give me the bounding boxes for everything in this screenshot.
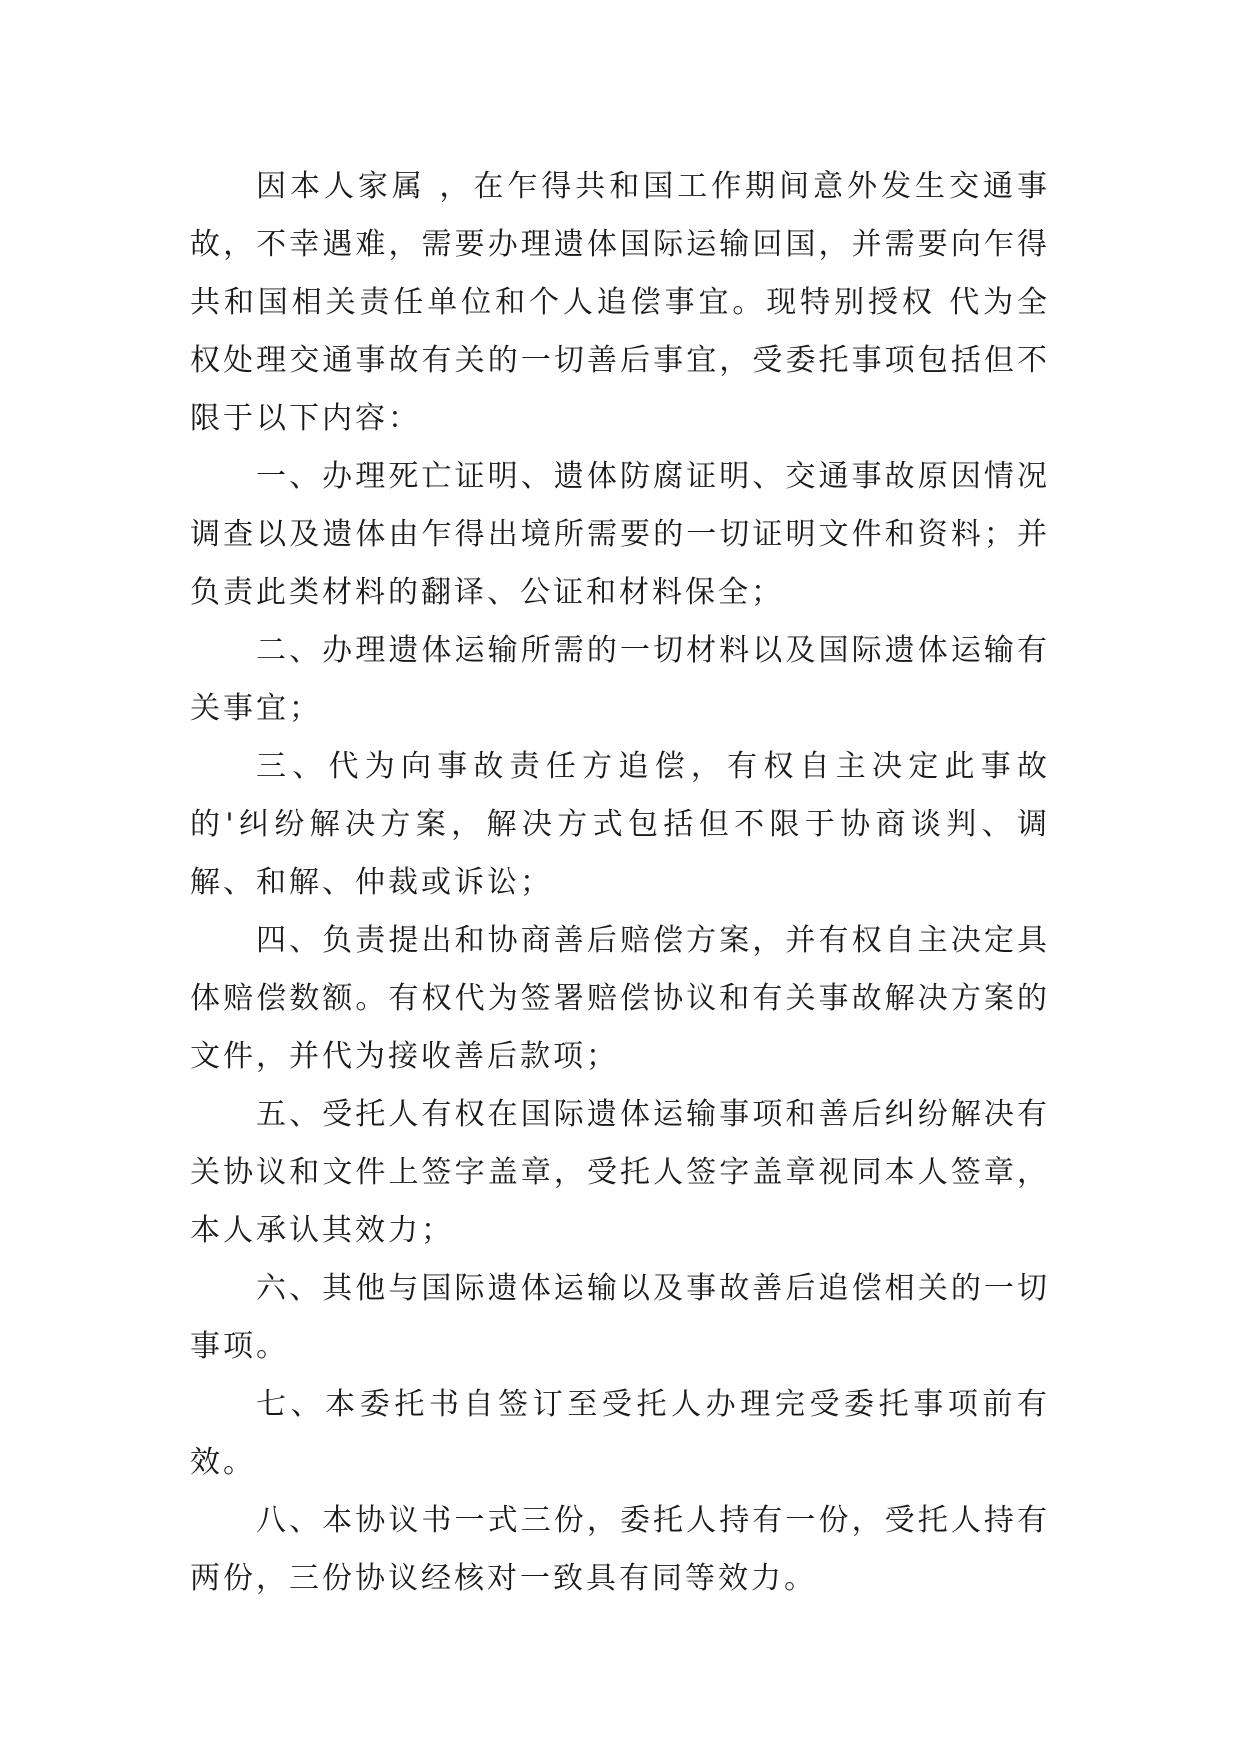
paragraph-item-2: 二、办理遗体运输所需的一切材料以及国际遗体运输有关事宜； — [190, 633, 1050, 726]
paragraph-item-3: 三、代为向事故责任方追偿，有权自主决定此事故的'纠纷解决方案，解决方式包括但不限于协商谈判、调解、和解、仲裁或诉讼； — [190, 749, 1050, 900]
paragraph-item-1: 一、办理死亡证明、遗体防腐证明、交通事故原因情况调查以及遗体由乍得出境所需要的一切证明文件和资料；并负责此类材料的翻译、公证和材料保全； — [190, 459, 1050, 610]
paragraph-item-6: 六、其他与国际遗体运输以及事故善后追偿相关的一切事项。 — [190, 1271, 1050, 1364]
document-body — [190, 158, 1050, 1608]
paragraph-intro: 因本人家属 ，在乍得共和国工作期间意外发生交通事故，不幸遇难，需要办理遗体国际运输回国，并需要向乍得共和国相关责任单位和个人追偿事宜。现特别授权 代为全权处理交通事故有关的一切善后事宜，受委托事项包括但不限于以下内容： — [190, 169, 1050, 436]
paragraph-item-5: 五、受托人有权在国际遗体运输事项和善后纠纷解决有关协议和文件上签字盖章，受托人签字盖章视同本人签章，本人承认其效力； — [190, 1097, 1050, 1248]
paragraph-item-8: 八、本协议书一式三份，委托人持有一份，受托人持有两份，三份协议经核对一致具有同等效力。 — [190, 1503, 1050, 1596]
paragraph-item-7: 七、本委托书自签订至受托人办理完受委托事项前有效。 — [190, 1387, 1050, 1480]
paragraph-item-4: 四、负责提出和协商善后赔偿方案，并有权自主决定具体赔偿数额。有权代为签署赔偿协议和有关事故解决方案的文件，并代为接收善后款项； — [190, 923, 1050, 1074]
